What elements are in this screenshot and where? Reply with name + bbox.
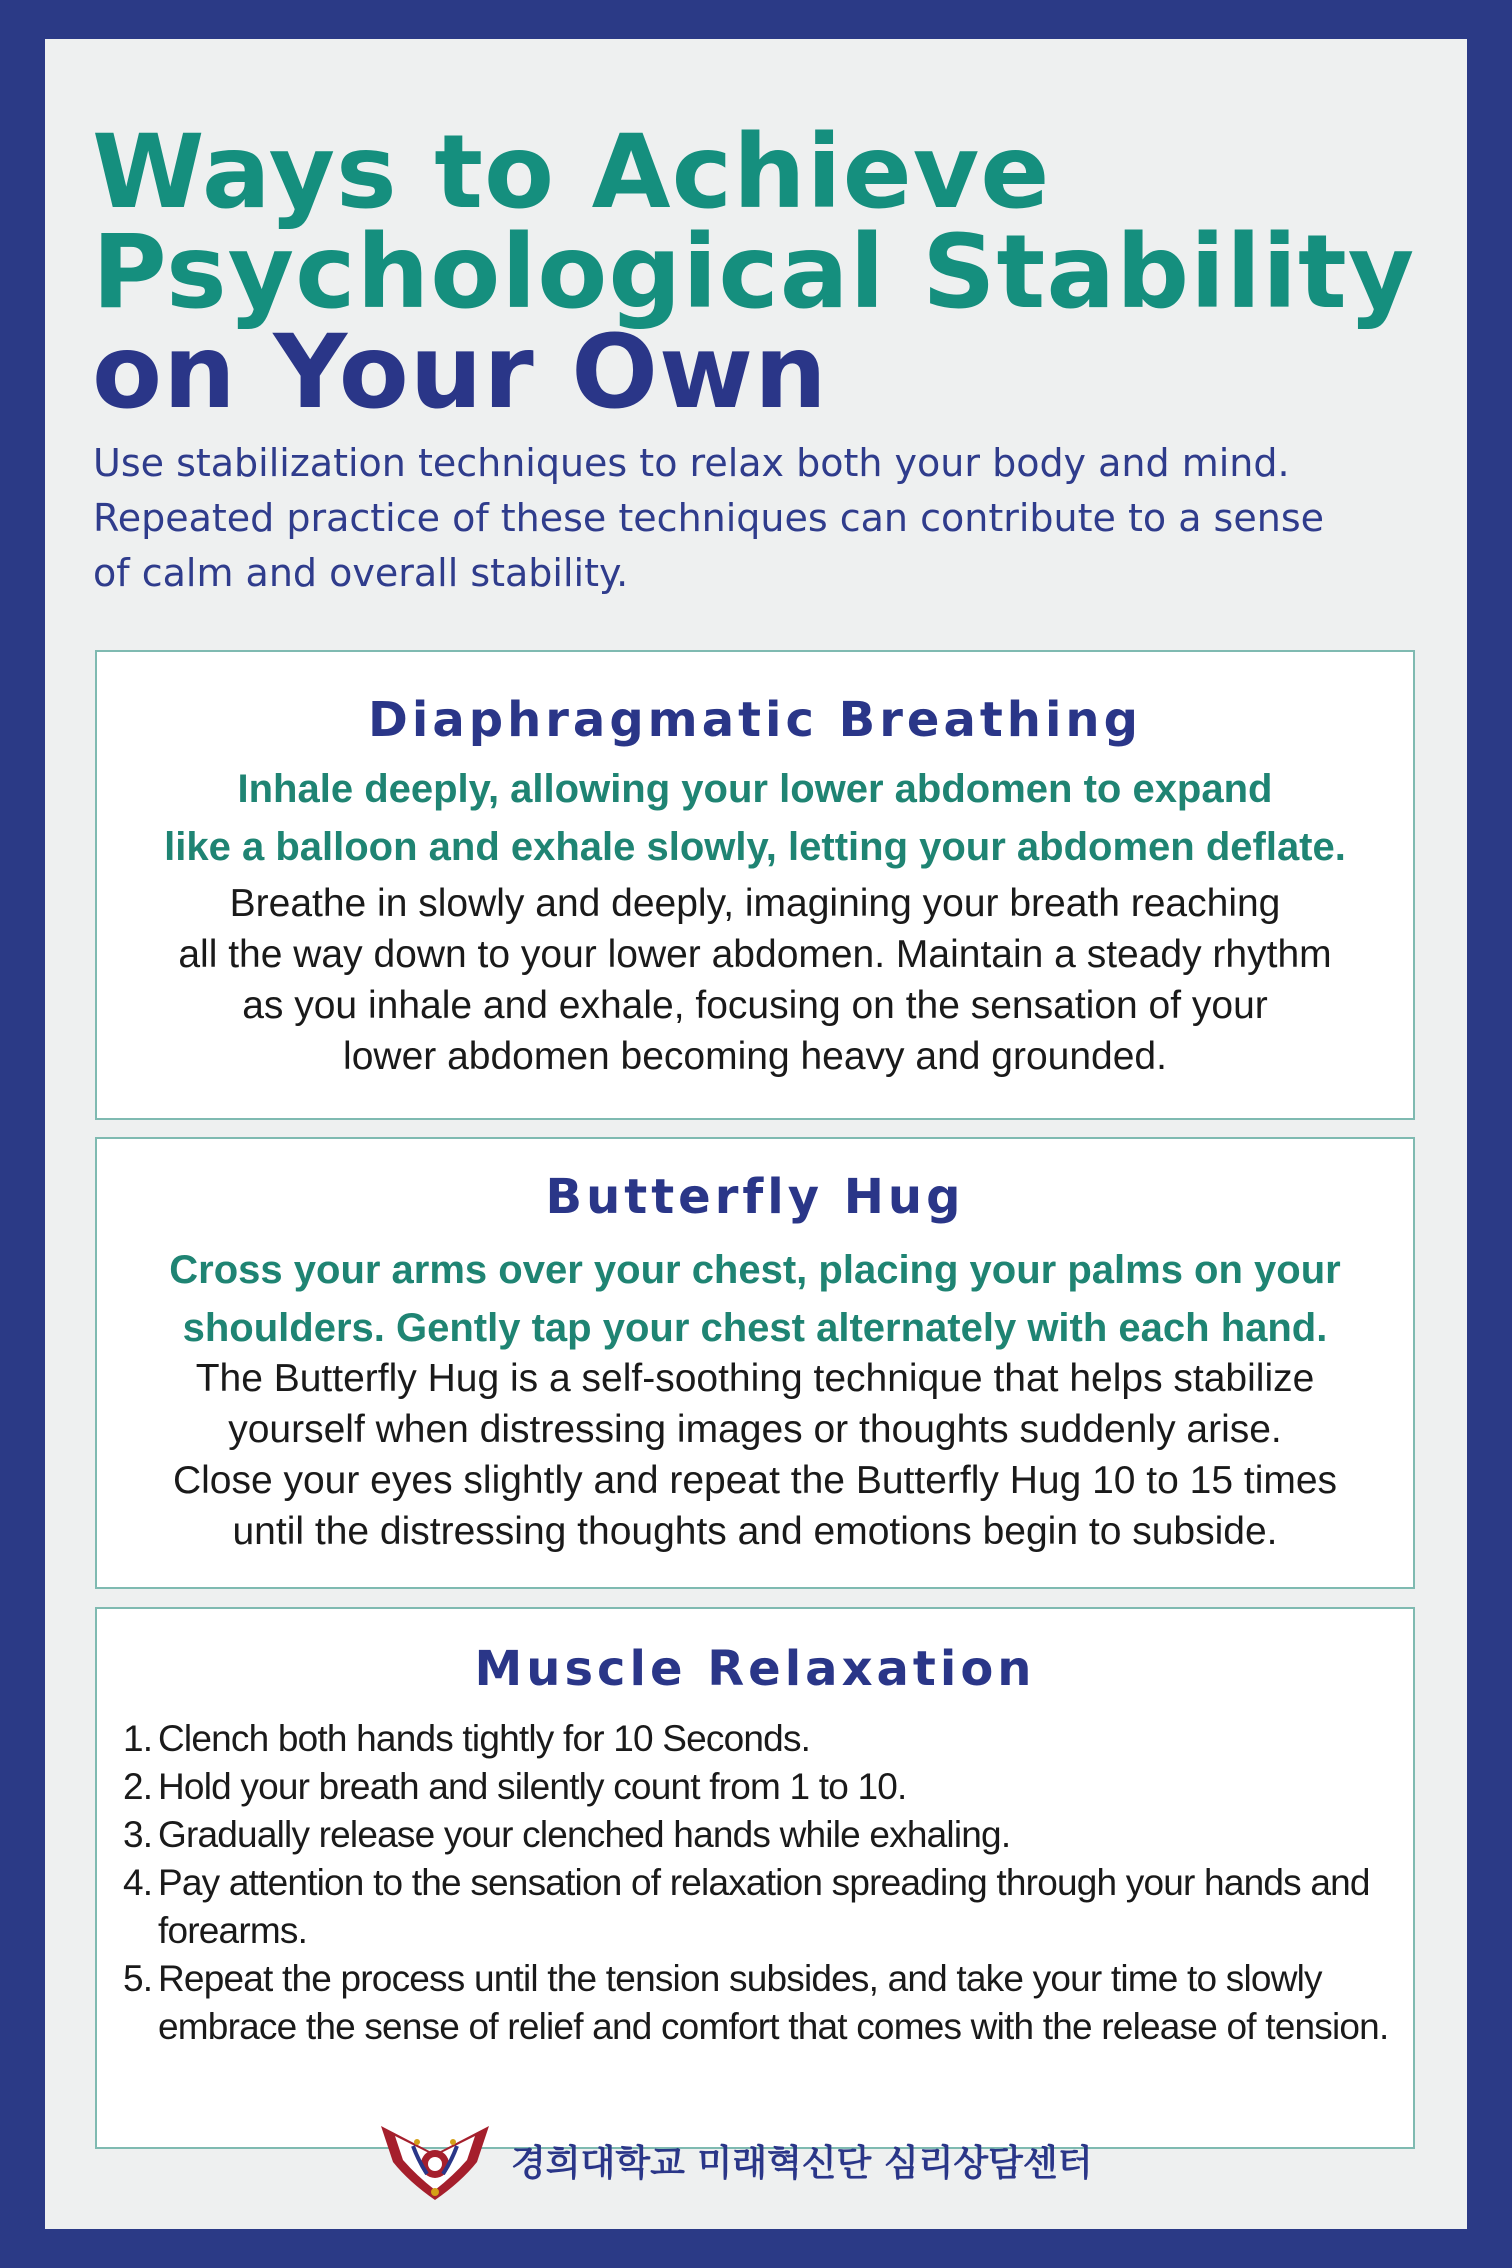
list-item [123, 1955, 1413, 2051]
section-heading: Diaphragmatic Breathing [368, 692, 1142, 748]
body-line: The Butterfly Hug is a self-soothing technique that helps stabilize [195, 1357, 1315, 1400]
list-item [123, 1811, 1413, 1859]
step-number: 2. [123, 1766, 153, 1807]
organization-name: 경희대학교 미래혁신단 심리상담센터 [511, 2142, 1093, 2184]
muscle-relaxation-card [95, 1607, 1415, 2149]
step-number: 3. [123, 1814, 153, 1855]
lead-line: Cross your arms over your chest, placing your palms on your [169, 1248, 1341, 1292]
step-text: Repeat the process until the tension subsides, and take your time to slowly embrace the sense of relief and comfort that comes with the release of tension. [158, 1958, 1389, 2047]
body-line: as you inhale and exhale, focusing on the sensation of your [242, 984, 1268, 1027]
title-line: Psychological Stability [92, 213, 1416, 332]
lead-line: like a balloon and exhale slowly, letting your abdomen deflate. [164, 825, 1346, 869]
footer [373, 2116, 1092, 2204]
section-lead [97, 760, 1413, 876]
body-line: yourself when distressing images or thoughts suddenly arise. [228, 1408, 1282, 1451]
step-text: Gradually release your clenched hands while exhaling. [158, 1814, 1011, 1855]
step-text: Hold your breath and silently count from 1 to 10. [158, 1766, 907, 1807]
list-item [123, 1715, 1413, 1763]
intro-line: of calm and overall stability. [93, 551, 629, 595]
intro-line: Repeated practice of these techniques can contribute to a sense [93, 496, 1324, 540]
body-line: Breathe in slowly and deeply, imagining your breath reaching [229, 882, 1281, 925]
list-item [123, 1763, 1413, 1811]
steps-list [97, 1715, 1413, 2051]
body-line: Close your eyes slightly and repeat the Butterfly Hug 10 to 15 times [172, 1459, 1338, 1502]
body-line: until the distressing thoughts and emotions begin to subside. [232, 1510, 1278, 1553]
butterfly-hug-card [95, 1137, 1415, 1589]
intro-text [93, 436, 1463, 601]
body-line: lower abdomen becoming heavy and grounded. [343, 1035, 1167, 1078]
section-heading: Muscle Relaxation [474, 1641, 1036, 1697]
title-line: on Your Own [92, 313, 828, 432]
step-text: Pay attention to the sensation of relaxation spreading through your hands and forearms. [158, 1862, 1370, 1951]
step-number: 5. [123, 1958, 153, 1999]
section-body [97, 878, 1413, 1082]
university-emblem-icon [373, 2116, 497, 2204]
title-line: Ways to Achieve [92, 113, 1051, 232]
poster [45, 39, 1467, 2229]
section-heading: Butterfly Hug [545, 1169, 965, 1225]
lead-line: Inhale deeply, allowing your lower abdomen to expand [237, 767, 1273, 811]
step-number: 4. [123, 1862, 153, 1903]
body-line: all the way down to your lower abdomen. Maintain a steady rhythm [178, 933, 1332, 976]
diaphragmatic-breathing-card [95, 650, 1415, 1120]
intro-line: Use stabilization techniques to relax both your body and mind. [93, 441, 1290, 485]
lead-line: shoulders. Gently tap your chest alternately with each hand. [182, 1306, 1328, 1350]
step-text: Clench both hands tightly for 10 Seconds. [158, 1718, 811, 1759]
page-title [92, 113, 1416, 432]
section-lead [97, 1241, 1413, 1357]
step-number: 1. [123, 1718, 153, 1759]
section-body [97, 1353, 1413, 1557]
list-item [123, 1859, 1413, 1955]
